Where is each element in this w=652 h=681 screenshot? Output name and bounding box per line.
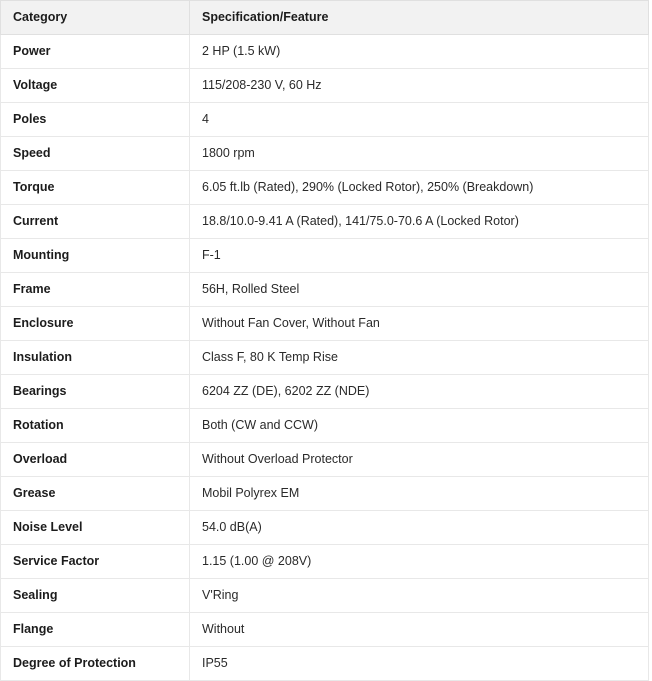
row-value: 2 HP (1.5 kW)	[190, 35, 649, 69]
table-row	[1, 239, 649, 273]
table-row	[1, 375, 649, 409]
row-value: 18.8/10.0-9.41 A (Rated), 141/75.0-70.6 A (Locked Rotor)	[190, 205, 649, 239]
table-row	[1, 409, 649, 443]
table-row	[1, 307, 649, 341]
row-category: Mounting	[1, 239, 190, 273]
row-category: Sealing	[1, 579, 190, 613]
row-category: Enclosure	[1, 307, 190, 341]
row-category: Overload	[1, 443, 190, 477]
table-row	[1, 579, 649, 613]
row-value: 56H, Rolled Steel	[190, 273, 649, 307]
row-value: Without Overload Protector	[190, 443, 649, 477]
row-category: Frame	[1, 273, 190, 307]
row-category: Torque	[1, 171, 190, 205]
row-value: Mobil Polyrex EM	[190, 477, 649, 511]
table-row	[1, 477, 649, 511]
row-category: Poles	[1, 103, 190, 137]
table-row	[1, 341, 649, 375]
column-header-category: Category	[1, 1, 190, 35]
table-row	[1, 35, 649, 69]
row-value: Class F, 80 K Temp Rise	[190, 341, 649, 375]
row-value: 6.05 ft.lb (Rated), 290% (Locked Rotor), 250% (Breakdown)	[190, 171, 649, 205]
table-row	[1, 545, 649, 579]
row-value: 1.15 (1.00 @ 208V)	[190, 545, 649, 579]
row-category: Voltage	[1, 69, 190, 103]
row-value: 1800 rpm	[190, 137, 649, 171]
row-value: Without Fan Cover, Without Fan	[190, 307, 649, 341]
row-category: Flange	[1, 613, 190, 647]
table-row	[1, 205, 649, 239]
row-value: 115/208-230 V, 60 Hz	[190, 69, 649, 103]
row-category: Insulation	[1, 341, 190, 375]
table-header	[1, 1, 649, 35]
table-body	[1, 35, 649, 681]
row-value: Without	[190, 613, 649, 647]
row-category: Service Factor	[1, 545, 190, 579]
table-row	[1, 647, 649, 681]
table-row	[1, 137, 649, 171]
column-header-specification: Specification/Feature	[190, 1, 649, 35]
row-category: Power	[1, 35, 190, 69]
row-category: Degree of Protection	[1, 647, 190, 681]
row-category: Grease	[1, 477, 190, 511]
row-value: Both (CW and CCW)	[190, 409, 649, 443]
table-row	[1, 443, 649, 477]
row-value: 54.0 dB(A)	[190, 511, 649, 545]
table-row	[1, 511, 649, 545]
row-value: 6204 ZZ (DE), 6202 ZZ (NDE)	[190, 375, 649, 409]
row-category: Noise Level	[1, 511, 190, 545]
row-category: Rotation	[1, 409, 190, 443]
row-value: 4	[190, 103, 649, 137]
row-category: Bearings	[1, 375, 190, 409]
table-row	[1, 171, 649, 205]
table-row	[1, 103, 649, 137]
table-row	[1, 69, 649, 103]
table-header-row	[1, 1, 649, 35]
row-category: Speed	[1, 137, 190, 171]
table-row	[1, 613, 649, 647]
row-value: IP55	[190, 647, 649, 681]
row-category: Current	[1, 205, 190, 239]
row-value: V'Ring	[190, 579, 649, 613]
row-value: F-1	[190, 239, 649, 273]
table-row	[1, 273, 649, 307]
